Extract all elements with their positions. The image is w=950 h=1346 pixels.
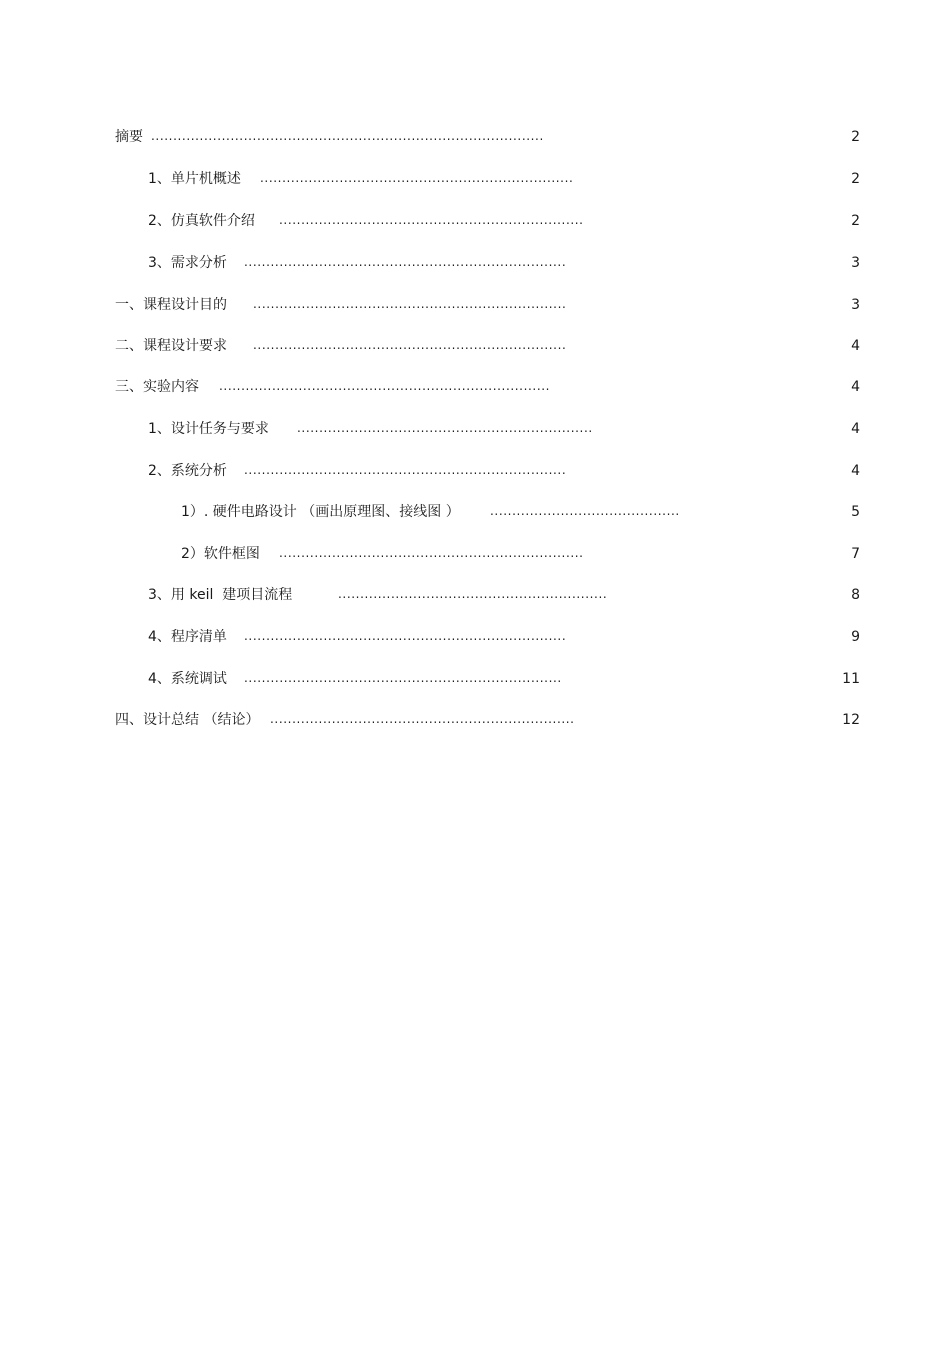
toc-page-number: 3 — [851, 255, 860, 271]
toc-entry-title: 1、设计任务与要求 — [148, 421, 269, 437]
toc-entry-hardware-design[interactable] — [0, 500, 950, 524]
toc-entry-title: 摘要 — [115, 129, 143, 145]
toc-page-number: 2 — [851, 129, 860, 145]
toc-page-number: 2 — [851, 213, 860, 229]
toc-entry-design-task[interactable] — [0, 417, 950, 441]
toc-entry-course-requirements[interactable] — [0, 334, 950, 358]
toc-leader-dots: ..................................................................... — [279, 546, 584, 560]
toc-leader-dots: ......................................................................................... — [151, 129, 544, 143]
toc-leader-dots: ........................................................................ — [244, 671, 562, 685]
toc-leader-dots: ......................................................................... — [244, 629, 567, 643]
toc-leader-dots: ........................................................................... — [219, 379, 551, 393]
toc-leader-dots: ....................................................................... — [260, 171, 574, 185]
toc-page-number: 2 — [851, 171, 860, 187]
toc-page-number: 12 — [842, 712, 860, 728]
toc-entry-course-purpose[interactable] — [0, 293, 950, 317]
toc-page-number: 4 — [851, 463, 860, 479]
toc-entry-system-analysis[interactable] — [0, 459, 950, 483]
toc-page-number: 8 — [851, 587, 860, 603]
toc-entry-keil-project[interactable] — [0, 583, 950, 607]
toc-entry-title: 4、程序清单 — [148, 629, 227, 645]
toc-page-number: 5 — [851, 504, 860, 520]
toc-entry-title: 四、设计总结 （结论） — [115, 712, 260, 728]
toc-entry-title: 1、单片机概述 — [148, 171, 241, 187]
toc-entry-system-debugging[interactable] — [0, 667, 950, 691]
toc-page-number: 9 — [851, 629, 860, 645]
toc-page-number: 7 — [851, 546, 860, 562]
toc-entry-title: 4、系统调试 — [148, 671, 227, 687]
toc-leader-dots: ......................................................................... — [244, 463, 567, 477]
toc-page-number: 4 — [851, 338, 860, 354]
toc-page-number: 4 — [851, 421, 860, 437]
toc-entry-title: 二、课程设计要求 — [115, 338, 227, 354]
toc-entry-title: 1）. 硬件电路设计 （画出原理图、接线图 ） — [181, 504, 460, 520]
toc-entry-title: 2、系统分析 — [148, 463, 227, 479]
toc-entry-title: 2）软件框图 — [181, 546, 260, 562]
toc-entry-experiment-content[interactable] — [0, 375, 950, 399]
toc-leader-dots: ..................................................................... — [279, 213, 584, 227]
toc-leader-dots: ....................................................................... — [253, 338, 567, 352]
toc-leader-dots: ....................................................................... — [253, 297, 567, 311]
toc-leader-dots: ........................................... — [490, 504, 680, 518]
toc-entry-title: 一、课程设计目的 — [115, 297, 227, 313]
toc-entry-mcu-overview[interactable] — [0, 167, 950, 191]
toc-entry-title: 2、仿真软件介绍 — [148, 213, 255, 229]
toc-entry-requirements-analysis[interactable] — [0, 251, 950, 275]
toc-entry-title: 3、需求分析 — [148, 255, 227, 271]
toc-page-number: 3 — [851, 297, 860, 313]
toc-leader-dots: ......................................................................... — [244, 255, 567, 269]
toc-page-number: 4 — [851, 379, 860, 395]
toc-leader-dots: ............................................................. — [338, 587, 608, 601]
toc-entry-title: 三、实验内容 — [115, 379, 199, 395]
toc-leader-dots: ..................................................................... — [270, 712, 575, 726]
toc-entry-design-summary[interactable] — [0, 708, 950, 732]
toc-leader-dots: ................................................................... — [297, 421, 593, 435]
toc-entry-simulation-software[interactable] — [0, 209, 950, 233]
toc-entry-software-diagram[interactable] — [0, 542, 950, 566]
toc-entry-title: 3、用 keil 建项目流程 — [148, 587, 293, 603]
toc-page-number: 11 — [842, 671, 860, 687]
toc-entry-program-listing[interactable] — [0, 625, 950, 649]
toc-entry-abstract[interactable] — [0, 125, 950, 149]
